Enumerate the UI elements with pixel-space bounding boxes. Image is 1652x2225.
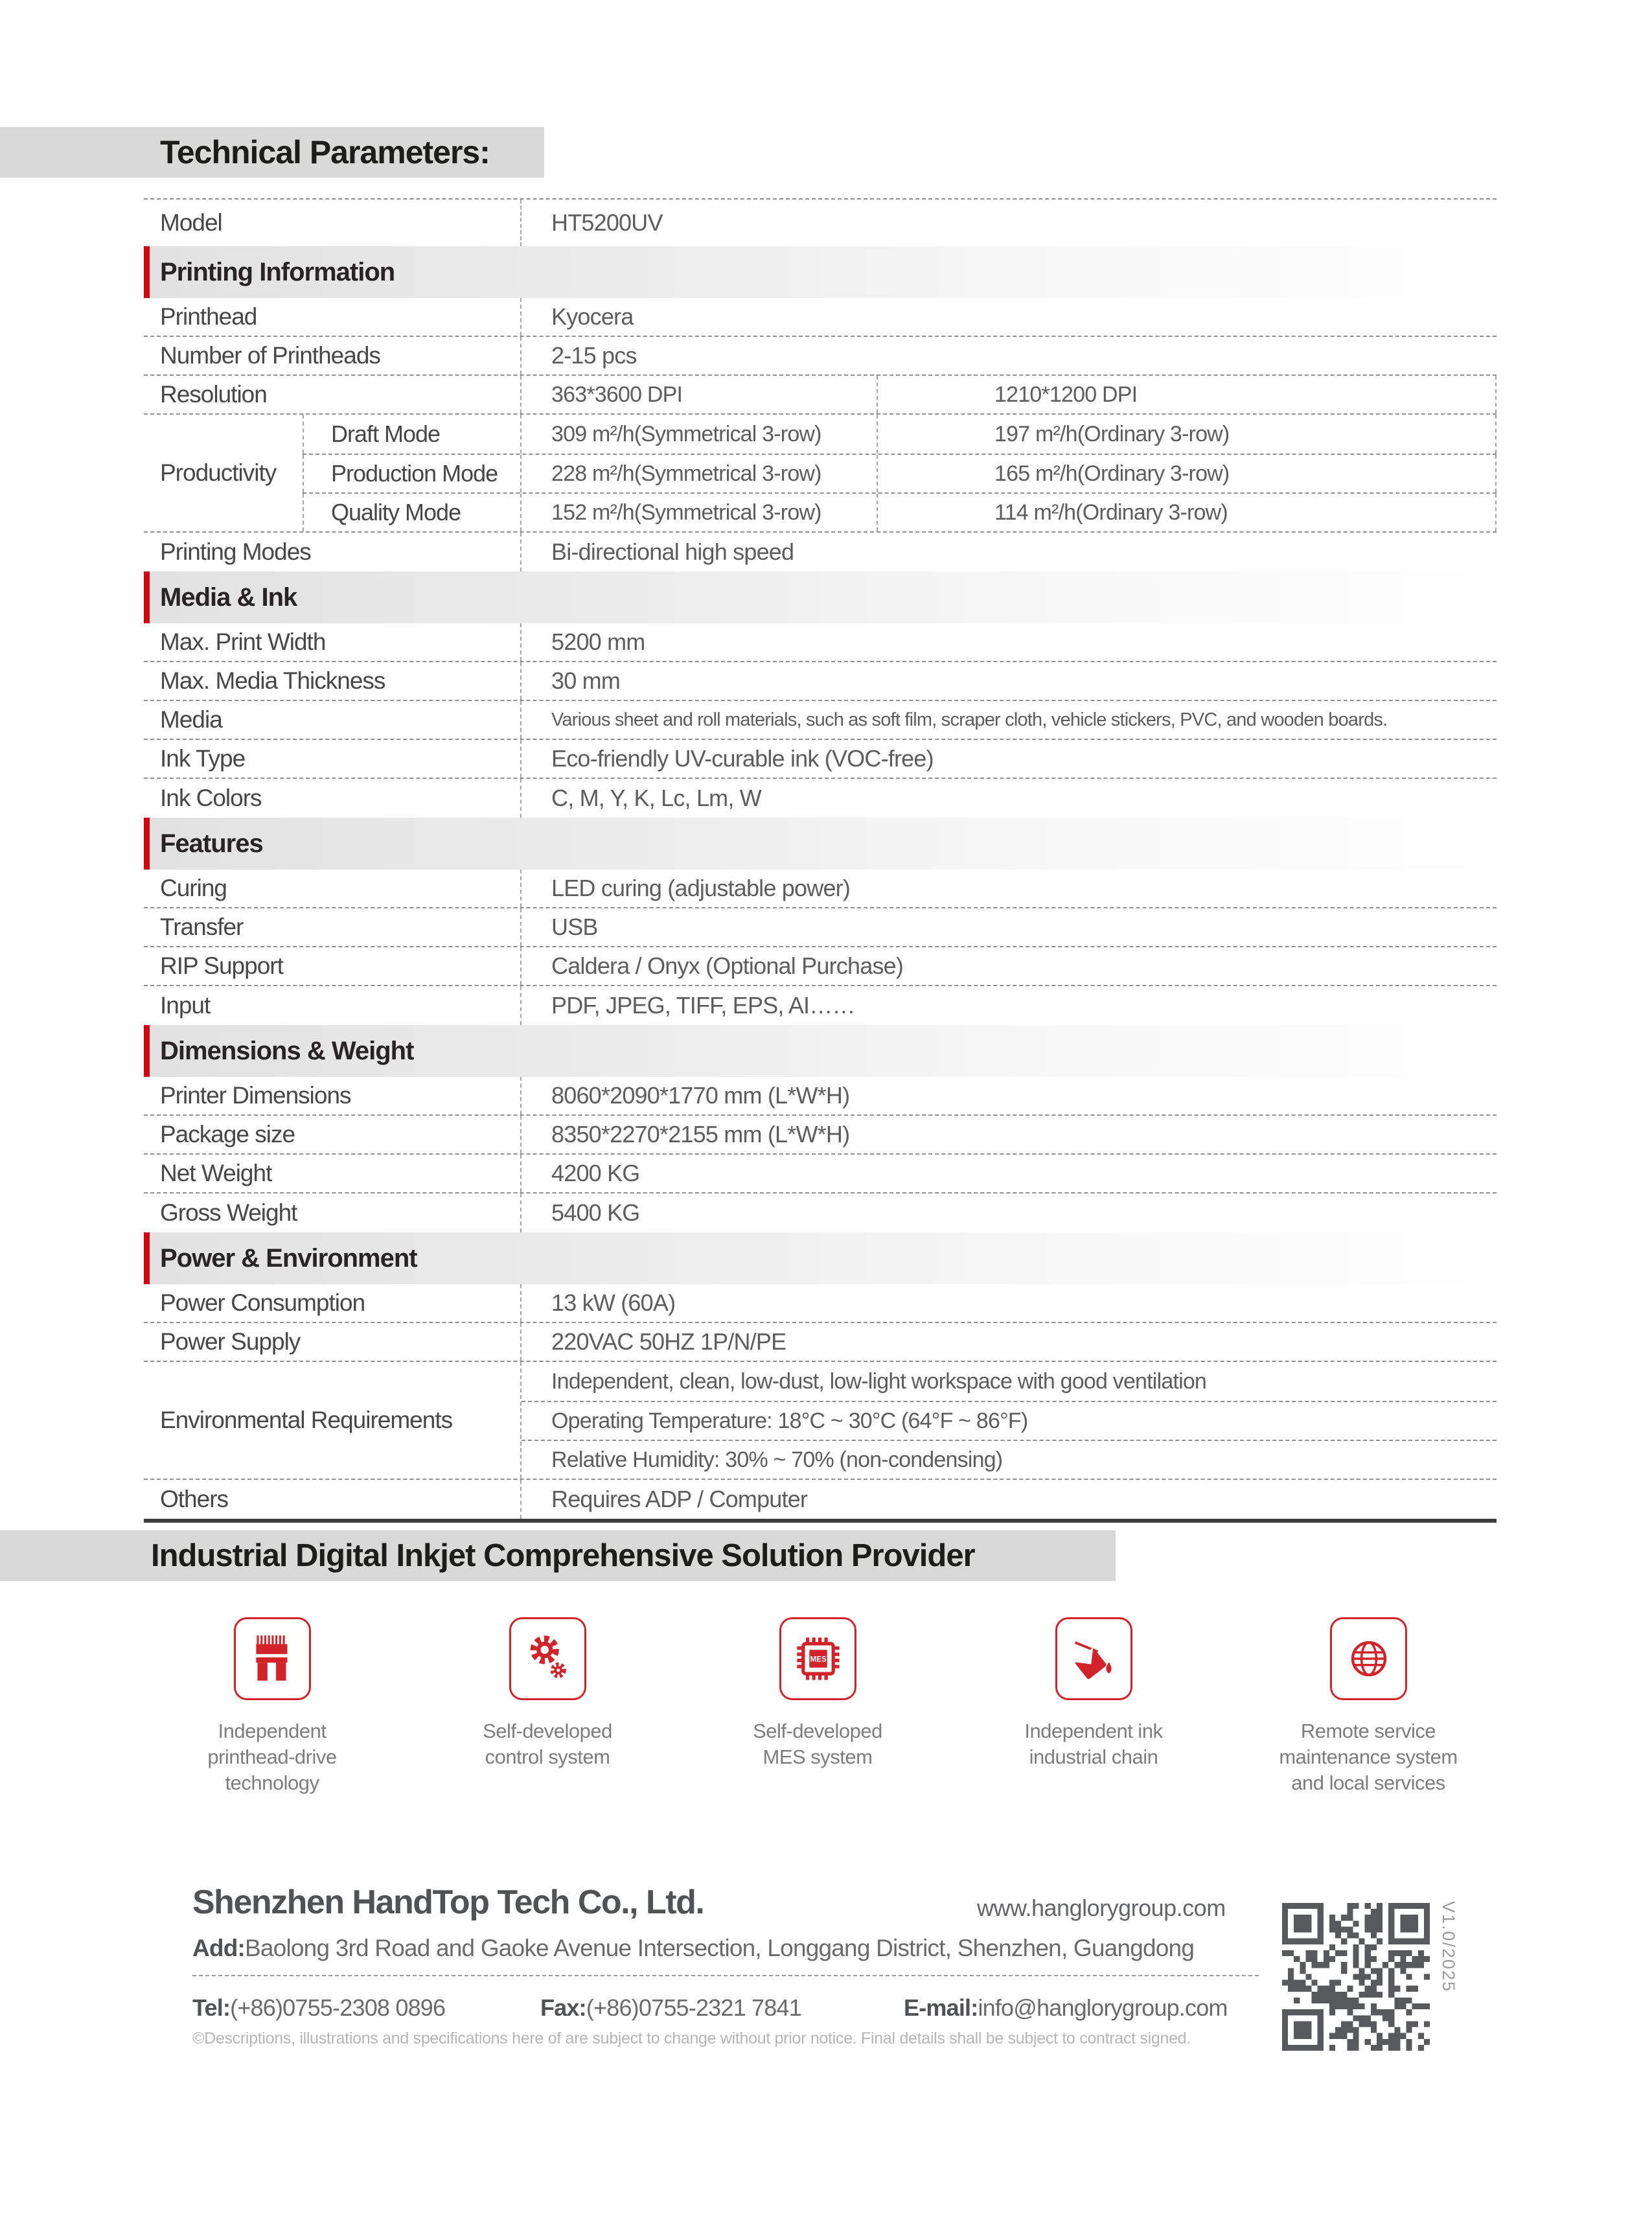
- section-header-printing-information: Printing Information: [144, 246, 1497, 298]
- tel-value: (+86)0755-2308 0896: [230, 1994, 446, 2021]
- solution-caption: [162, 1718, 382, 1796]
- spec-label: Max. Print Width: [160, 628, 326, 655]
- gears-icon: [509, 1617, 586, 1700]
- caption-line: Remote service: [1300, 1720, 1436, 1742]
- spec-value: Relative Humidity: 30% ~ 70% (non-condensing): [522, 1440, 1497, 1479]
- spec-table: [144, 198, 1497, 1523]
- environment-subrows: [520, 1362, 1497, 1479]
- spec-value: 220VAC 50HZ 1P/N/PE: [520, 1323, 1497, 1361]
- spec-value: USB: [520, 908, 1497, 946]
- fax-label: Fax:: [540, 1994, 586, 2021]
- solution-caption: [437, 1718, 658, 1770]
- table-row: [144, 1480, 1497, 1519]
- spec-value: 13 kW (60A): [520, 1284, 1497, 1322]
- table-row-resolution: [144, 376, 1497, 415]
- spec-value: 4200 KG: [520, 1155, 1497, 1192]
- spec-label: Net Weight: [160, 1160, 272, 1186]
- spec-value: 5400 KG: [520, 1193, 1497, 1232]
- spec-label: Resolution: [160, 381, 267, 408]
- spec-label: Curing: [160, 875, 227, 901]
- fax-line: [540, 1994, 801, 2022]
- table-row: [144, 986, 1497, 1025]
- spec-value: 309 m²/h(Symmetrical 3-row): [520, 415, 877, 454]
- spec-label: Printhead: [160, 303, 257, 330]
- caption-line: Self-developed: [753, 1720, 882, 1742]
- table-row: [144, 870, 1497, 908]
- spec-label: Input: [160, 992, 211, 1019]
- table-row: [144, 1284, 1497, 1323]
- caption-line: and local services: [1291, 1771, 1445, 1794]
- table-subrow: [303, 492, 1497, 531]
- spec-value: Kyocera: [520, 298, 1497, 336]
- spec-mode-label: Production Mode: [303, 455, 520, 492]
- spec-value: Requires ADP / Computer: [520, 1480, 1497, 1519]
- caption-line: technology: [225, 1771, 319, 1794]
- solution-caption: [983, 1718, 1204, 1770]
- section-header-dimensions-weight: Dimensions & Weight: [144, 1025, 1497, 1077]
- table-row: [144, 533, 1497, 571]
- version-label: V1.0/2025: [1439, 1901, 1458, 1993]
- spec-value: 30 mm: [520, 662, 1497, 700]
- table-row: [144, 1155, 1497, 1193]
- spec-label: Printer Dimensions: [160, 1082, 351, 1109]
- table-subrow: [303, 415, 1497, 454]
- qr-code: [1282, 1903, 1430, 2051]
- company-name: Shenzhen HandTop Tech Co., Ltd.: [192, 1884, 704, 1921]
- page-title: Technical Parameters:: [160, 134, 490, 170]
- table-row: [144, 200, 1497, 246]
- ink-pour-icon: [1055, 1617, 1132, 1700]
- spec-label: Power Supply: [160, 1328, 301, 1355]
- spec-value: 152 m²/h(Symmetrical 3-row): [520, 494, 877, 531]
- spec-value: Bi-directional high speed: [520, 533, 1497, 571]
- section-header-power-environment: Power & Environment: [144, 1232, 1497, 1284]
- spec-value: HT5200UV: [520, 200, 1497, 246]
- email-label: E-mail:: [904, 1994, 978, 2021]
- spec-value: 5200 mm: [520, 623, 1497, 661]
- spec-label: Environmental Requirements: [160, 1407, 453, 1433]
- email-value: info@hanglorygroup.com: [978, 1994, 1228, 2021]
- spec-label: Power Consumption: [160, 1289, 365, 1316]
- solution-caption: [1258, 1718, 1478, 1796]
- spec-label: Max. Media Thickness: [160, 667, 385, 694]
- title-bar: [0, 127, 544, 178]
- spec-value: 197 m²/h(Ordinary 3-row): [877, 415, 1497, 454]
- table-subrow: [303, 454, 1497, 492]
- spec-value: 1210*1200 DPI: [877, 376, 1497, 413]
- caption-line: MES system: [763, 1746, 873, 1768]
- spec-value: 165 m²/h(Ordinary 3-row): [877, 455, 1497, 492]
- solution-banner-title: Industrial Digital Inkjet Comprehensive Solution Provider: [151, 1538, 975, 1573]
- globe-icon: [1330, 1617, 1407, 1700]
- section-header-media-ink: Media & Ink: [144, 571, 1497, 623]
- table-row: [144, 1077, 1497, 1116]
- table-row: [144, 908, 1497, 947]
- spec-value: LED curing (adjustable power): [520, 870, 1497, 907]
- spec-label: RIP Support: [160, 952, 283, 979]
- table-row: [144, 779, 1497, 818]
- spec-value: Operating Temperature: 18°C ~ 30°C (64°F ~ 86°F): [522, 1401, 1497, 1440]
- spec-value: 8350*2270*2155 mm (L*W*H): [520, 1116, 1497, 1153]
- table-row: [144, 701, 1497, 740]
- table-row: [144, 947, 1497, 986]
- spec-label: Number of Printheads: [160, 342, 380, 369]
- spec-label: Productivity: [160, 459, 277, 486]
- spec-value: Eco-friendly UV-curable ink (VOC-free): [520, 740, 1497, 778]
- spec-label: Model: [160, 209, 222, 236]
- spec-mode-label: Draft Mode: [303, 415, 520, 454]
- table-row: [144, 337, 1497, 376]
- tel-line: [192, 1994, 445, 2022]
- printhead-icon: [234, 1617, 311, 1700]
- table-row-group-environmental-requirements: [144, 1362, 1497, 1480]
- table-row: [144, 1116, 1497, 1155]
- caption-line: maintenance system: [1279, 1746, 1458, 1768]
- table-row: [144, 740, 1497, 779]
- caption-line: Self-developed: [483, 1720, 612, 1742]
- address-line: [192, 1935, 1194, 1962]
- spec-label: Package size: [160, 1121, 295, 1147]
- spec-label: Ink Colors: [160, 785, 262, 811]
- spec-label: Gross Weight: [160, 1199, 297, 1226]
- spec-value: 114 m²/h(Ordinary 3-row): [877, 494, 1497, 531]
- caption-line: industrial chain: [1029, 1746, 1158, 1768]
- table-row: [144, 623, 1497, 662]
- tel-label: Tel:: [192, 1994, 231, 2021]
- address-value: Baolong 3rd Road and Gaoke Avenue Intersection, Longgang District, Shenzhen, Guangdong: [245, 1935, 1195, 1961]
- caption-line: printhead-drive: [207, 1746, 337, 1768]
- spec-label: Media: [160, 706, 222, 733]
- spec-value: 8060*2090*1770 mm (L*W*H): [520, 1077, 1497, 1114]
- caption-line: control system: [485, 1746, 610, 1768]
- spec-value: Various sheet and roll materials, such as soft film, scraper cloth, vehicle stickers, PVC, and wooden boards.: [520, 701, 1497, 739]
- spec-label: Printing Modes: [160, 538, 311, 565]
- spec-value: Independent, clean, low-dust, low-light workspace with good ventilation: [551, 1368, 1207, 1394]
- mes-chip-label: MES: [809, 1655, 827, 1664]
- spec-value: 228 m²/h(Symmetrical 3-row): [520, 455, 877, 492]
- productivity-subrows: [303, 415, 1497, 531]
- caption-line: Independent ink: [1024, 1720, 1163, 1742]
- spec-label: Others: [160, 1486, 229, 1512]
- table-row: [144, 298, 1497, 337]
- spec-value: PDF, JPEG, TIFF, EPS, AI……: [520, 986, 1497, 1025]
- solution-banner-bar: [0, 1530, 1116, 1581]
- spec-mode-label: Quality Mode: [303, 494, 520, 531]
- table-row: [144, 1323, 1497, 1362]
- caption-line: Independent: [218, 1720, 327, 1742]
- footer-divider: [192, 1975, 1259, 1976]
- spec-value: 2-15 pcs: [520, 337, 1497, 375]
- section-header-features: Features: [144, 818, 1497, 870]
- disclaimer-text: ©Descriptions, illustrations and specifications here of are subject to change without prior notice. Final details shall be subject to contract signed.: [192, 2029, 1191, 2047]
- spec-value: Caldera / Onyx (Optional Purchase): [520, 947, 1497, 985]
- table-row: [144, 1193, 1497, 1232]
- website-url: www.hanglorygroup.com: [977, 1895, 1226, 1921]
- spec-label: Transfer: [160, 914, 244, 940]
- spec-label: Ink Type: [160, 745, 246, 772]
- table-row-group-productivity: [144, 415, 1497, 533]
- spec-value: 363*3600 DPI: [520, 376, 877, 413]
- mes-chip-icon: [779, 1617, 856, 1700]
- address-label: Add:: [192, 1935, 246, 1961]
- solution-caption: [707, 1718, 928, 1770]
- email-line: [904, 1994, 1228, 2022]
- spec-value: C, M, Y, K, Lc, Lm, W: [520, 779, 1497, 818]
- fax-value: (+86)0755-2321 7841: [586, 1994, 801, 2021]
- table-row: [144, 662, 1497, 701]
